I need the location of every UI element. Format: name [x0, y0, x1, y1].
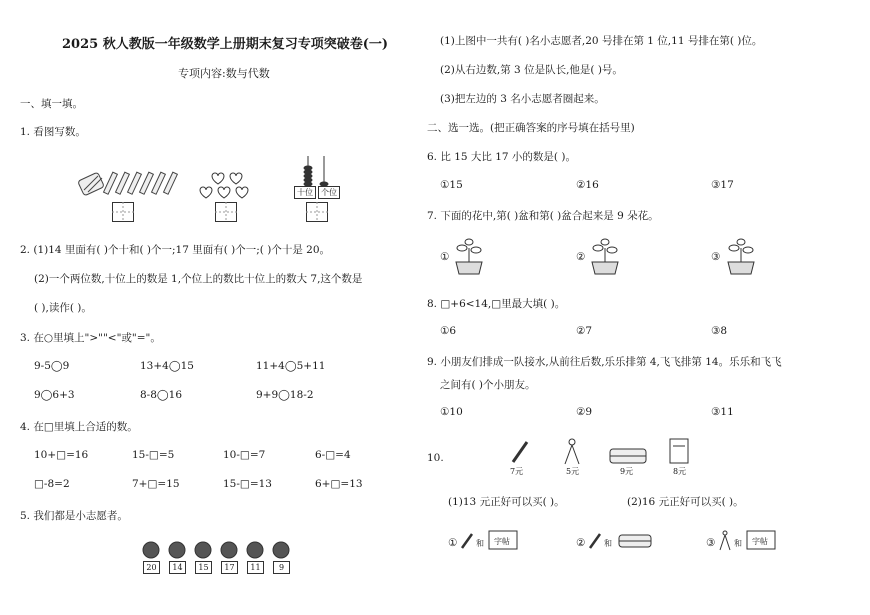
question-5-sub-1: (1)上图中一共有( )名小志愿者,20 号排在第 1 位,11 号排在第( )位。 — [440, 35, 763, 47]
price-copybook: 8元 — [673, 467, 687, 476]
fill-item[interactable]: 6+□=13 — [315, 478, 363, 490]
volunteer-heads-icon — [140, 538, 300, 562]
hearts-image — [198, 172, 254, 200]
question-10-sub-2: (2)16 元正好可以买( )。 — [627, 496, 744, 508]
question-5-sub-2: (2)从右边数,第 3 位是队长,他是( )号。 — [440, 64, 623, 76]
flower-pot-icon — [452, 238, 486, 276]
pencil-case-icon — [609, 448, 647, 464]
fill-item[interactable]: 15-□=5 — [132, 449, 175, 461]
compare-item[interactable]: 8-8◯16 — [140, 389, 183, 401]
question-10-label: 10. — [427, 452, 444, 464]
page-title: 2025 秋人教版一年级数学上册期末复习专项突破卷(一) — [62, 37, 389, 52]
question-4-stem: 4. 在□里填上合适的数。 — [20, 421, 138, 433]
pencil-case-icon — [618, 534, 652, 548]
volunteer-number: 9 — [273, 561, 290, 574]
pen-icon — [510, 440, 530, 464]
volunteer-number: 17 — [221, 561, 238, 574]
volunteer-number: 15 — [195, 561, 212, 574]
compare-item[interactable]: 13+4◯15 — [140, 360, 194, 372]
question-1-stem: 1. 看图写数。 — [20, 126, 86, 138]
pen-icon — [588, 532, 602, 550]
compare-item[interactable]: 9◯6+3 — [34, 389, 75, 401]
question-6-stem: 6. 比 15 大比 17 小的数是( )。 — [427, 151, 576, 163]
question-3-stem: 3. 在○里填上">""<"或"="。 — [20, 332, 161, 344]
question-10-sub-1: (1)13 元正好可以买( )。 — [448, 496, 565, 508]
page-subtitle: 专项内容:数与代数 — [178, 67, 270, 80]
question-7-stem: 7. 下面的花中,第( )盆和第( )盆合起来是 9 朵花。 — [427, 210, 659, 222]
price-pencil-case: 9元 — [620, 467, 634, 476]
answer-box-1[interactable] — [112, 202, 134, 222]
flower-pot-icon — [588, 238, 622, 276]
option-2[interactable]: ②7 — [576, 325, 593, 337]
copybook-icon — [669, 438, 689, 464]
option-3[interactable]: ③ — [711, 251, 721, 263]
price-pen: 7元 — [510, 467, 524, 476]
fill-item[interactable]: 10+□=16 — [34, 449, 89, 461]
option-1[interactable]: ①6 — [440, 325, 457, 337]
fill-item[interactable]: 6-□=4 — [315, 449, 351, 461]
fill-item[interactable]: □-8=2 — [34, 478, 70, 490]
compass-icon — [562, 438, 582, 466]
option-2[interactable]: ② — [576, 251, 586, 263]
price-compass: 5元 — [566, 467, 580, 476]
question-2-line-1: 2. (1)14 里面有( )个十和( )个一;17 里面有( )个一;( )个十是 20。 — [20, 244, 331, 256]
question-2-line-3: ( ),读作( )。 — [34, 302, 92, 314]
abacus-label-tens: 十位 — [294, 186, 316, 199]
compass-icon — [718, 530, 732, 552]
option-2[interactable]: ② — [576, 537, 586, 549]
copybook-label: 字帖 — [752, 537, 768, 546]
section-1-heading: 一、填一填。 — [20, 98, 83, 110]
pen-icon — [460, 532, 474, 550]
sticks-bundle-image — [78, 168, 178, 198]
option-3[interactable]: ③11 — [711, 406, 734, 418]
section-2-heading: 二、选一选。(把正确答案的序号填在括号里) — [427, 122, 635, 134]
option-2[interactable]: ②9 — [576, 406, 593, 418]
abacus-image — [296, 156, 336, 186]
copybook-label: 字帖 — [494, 537, 510, 546]
volunteer-number: 14 — [169, 561, 186, 574]
volunteer-number: 20 — [143, 561, 160, 574]
option-3[interactable]: ③ — [706, 537, 716, 549]
option-2[interactable]: ②16 — [576, 179, 599, 191]
volunteer-number: 11 — [247, 561, 264, 574]
fill-item[interactable]: 15-□=13 — [223, 478, 272, 490]
question-5-stem: 5. 我们都是小志愿者。 — [20, 510, 128, 522]
fill-item[interactable]: 7+□=15 — [132, 478, 180, 490]
question-8-stem: 8. □+6<14,□里最大填( )。 — [427, 298, 566, 310]
abacus-label-ones: 个位 — [318, 186, 340, 199]
question-2-line-2: (2)一个两位数,十位上的数是 1,个位上的数比十位上的数大 7,这个数是 — [34, 273, 363, 285]
answer-box-2[interactable] — [215, 202, 237, 222]
compare-item[interactable]: 9+9◯18-2 — [256, 389, 314, 401]
and-label: 和 — [604, 539, 612, 548]
option-1[interactable]: ①15 — [440, 179, 463, 191]
flower-pot-icon — [724, 238, 758, 276]
option-1[interactable]: ①10 — [440, 406, 463, 418]
question-9-line-1: 9. 小朋友们排成一队接水,从前往后数,乐乐排第 4,飞飞排第 14。乐乐和飞飞 — [427, 356, 782, 368]
question-9-line-2: 之间有( )个小朋友。 — [440, 379, 536, 391]
and-label: 和 — [734, 539, 742, 548]
answer-box-3[interactable] — [306, 202, 328, 222]
option-3[interactable]: ③17 — [711, 179, 734, 191]
option-1[interactable]: ① — [440, 251, 450, 263]
and-label: 和 — [476, 539, 484, 548]
compare-item[interactable]: 9-5◯9 — [34, 360, 70, 372]
compare-item[interactable]: 11+4◯5+11 — [256, 360, 326, 372]
fill-item[interactable]: 10-□=7 — [223, 449, 266, 461]
option-1[interactable]: ① — [448, 537, 458, 549]
question-5-sub-3: (3)把左边的 3 名小志愿者圈起来。 — [440, 93, 605, 105]
option-3[interactable]: ③8 — [711, 325, 728, 337]
